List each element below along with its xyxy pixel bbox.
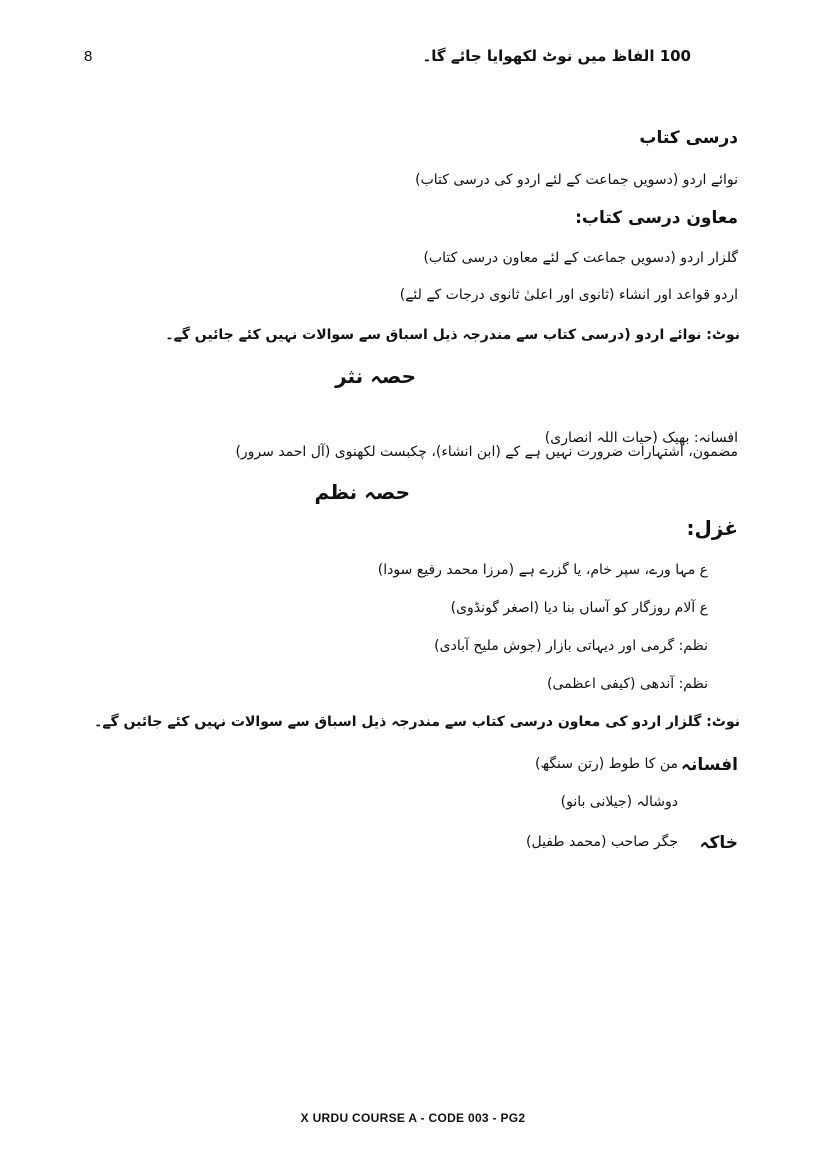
textbook-heading: درسی کتاب [639, 128, 738, 148]
supplementary-heading: معاون درسی کتاب: [575, 208, 738, 228]
textbook-name: نوائے اردو (دسویں جماعت کے لئے اردو کی درسی کتاب) [415, 172, 738, 188]
prose-heading: حصہ نثر [335, 364, 416, 388]
excluded-item: دوشالہ (جیلانی بانو) [560, 794, 678, 810]
khaka-label: خاکہ [699, 833, 738, 853]
page-number: 8 [84, 48, 93, 65]
poetry-item: ع آلام روزگار کو آساں بنا دیا (اصغر گونڈوی) [450, 600, 708, 616]
page-footer: X URDU COURSE A - CODE 003 - PG2 [300, 1111, 526, 1125]
supplementary-item: گلزار اردو (دسویں جماعت کے لئے معاون درسی کتاب) [423, 250, 738, 266]
header-note: 100 الفاظ میں نوٹ لکھوایا جائے گا۔ [422, 47, 691, 65]
poetry-item: نظم: گرمی اور دیہاتی بازار (جوش ملیح آبادی) [434, 638, 708, 654]
ghazal-heading: غزل: [686, 516, 738, 540]
excluded-item: جگر صاحب (محمد طفیل) [526, 834, 678, 850]
prose-item: افسانہ: بھیک (حیات اللہ انصاری) [544, 430, 738, 446]
afsana-label: افسانہ [681, 755, 738, 775]
prose-item: مضمون، اشتہارات ضرورت نہیں ہے کے (ابن انشاء)، چکبست لکھنوی (آل احمد سرور) [235, 444, 738, 460]
supplementary-item: اردو قواعد اور انشاء (ثانوی اور اعلیٰ ثانوی درجات کے لئے) [399, 287, 738, 303]
note-2: نوٹ: گلزار اردو کی معاون درسی کتاب سے مندرجہ ذیل اسباق سے سوالات نہیں کئے جائیں گے۔ [94, 714, 740, 730]
poetry-item: ع مہا ورے، سپر خام، یا گزرے ہے (مرزا محمد رفیع سودا) [377, 562, 708, 578]
poetry-item: نظم: آندھی (کیفی اعظمی) [546, 676, 708, 692]
note-1: نوٹ: نوائے اردو (درسی کتاب سے مندرجہ ذیل اسباق سے سوالات نہیں کئے جائیں گے۔ [165, 327, 740, 343]
poetry-heading: حصہ نظم [314, 480, 410, 504]
excluded-item: من کا طوط (رتن سنگھ) [535, 756, 678, 772]
